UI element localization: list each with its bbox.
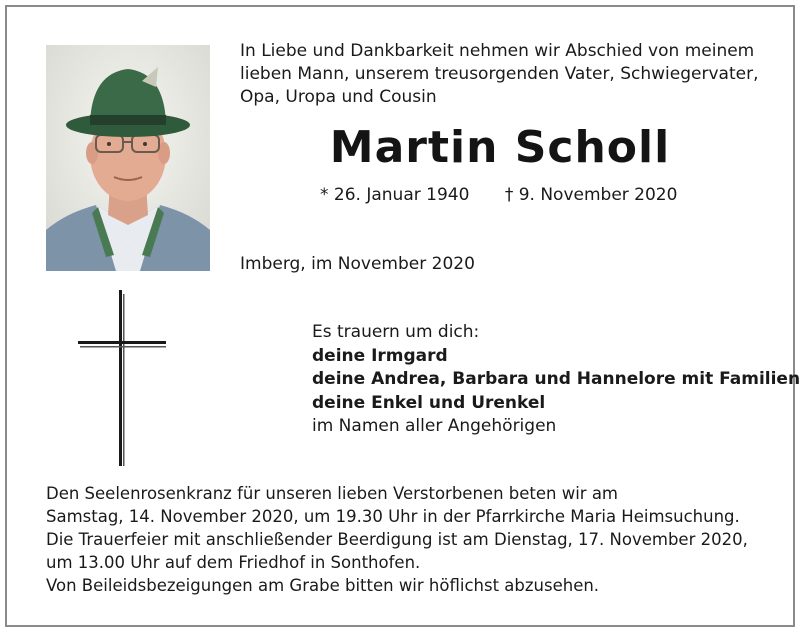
intro-text (240, 40, 780, 109)
mourner-entry: deine Andrea, Barbara und Hannelore mit Familien (312, 369, 800, 389)
place-date: Imberg, im November 2020 (240, 254, 475, 274)
mourners-heading: Es trauern um dich: (312, 322, 480, 342)
details-line: Von Beileidsbezeigungen am Grabe bitten wir höflichst abzusehen. (46, 576, 600, 595)
portrait-illustration (46, 45, 210, 271)
deceased-name: Martin Scholl (329, 122, 671, 173)
details-line: Samstag, 14. November 2020, um 19.30 Uhr in der Pfarrkirche Maria Heimsuchung. (46, 507, 740, 526)
mourner-entry: deine Irmgard (312, 345, 448, 366)
latin-cross-icon (76, 290, 170, 466)
intro-line: lieben Mann, unserem treusorgenden Vater, Schwiegervater, (240, 64, 759, 84)
birth-date: * 26. Januar 1940 (320, 185, 470, 205)
intro-line: In Liebe und Dankbarkeit nehmen wir Abschied von meinem (240, 41, 755, 61)
mourners-footer: im Namen aller Angehörigen (312, 416, 557, 436)
mourner-entry: deine Enkel und Urenkel (312, 392, 546, 413)
death-date: † 9. November 2020 (504, 185, 678, 205)
details-line: Den Seelenrosenkranz für unseren lieben Verstorbenen beten wir am (46, 484, 619, 503)
intro-line: Opa, Uropa und Cousin (240, 87, 437, 107)
mourners-list (312, 321, 800, 439)
details-line: Die Trauerfeier mit anschließender Beerdigung ist am Dienstag, 17. November 2020, (46, 530, 748, 549)
portrait-photo (46, 45, 210, 271)
service-details (46, 482, 776, 597)
details-line: um 13.00 Uhr auf dem Friedhof in Sonthofen. (46, 553, 421, 572)
life-dates (320, 185, 780, 205)
